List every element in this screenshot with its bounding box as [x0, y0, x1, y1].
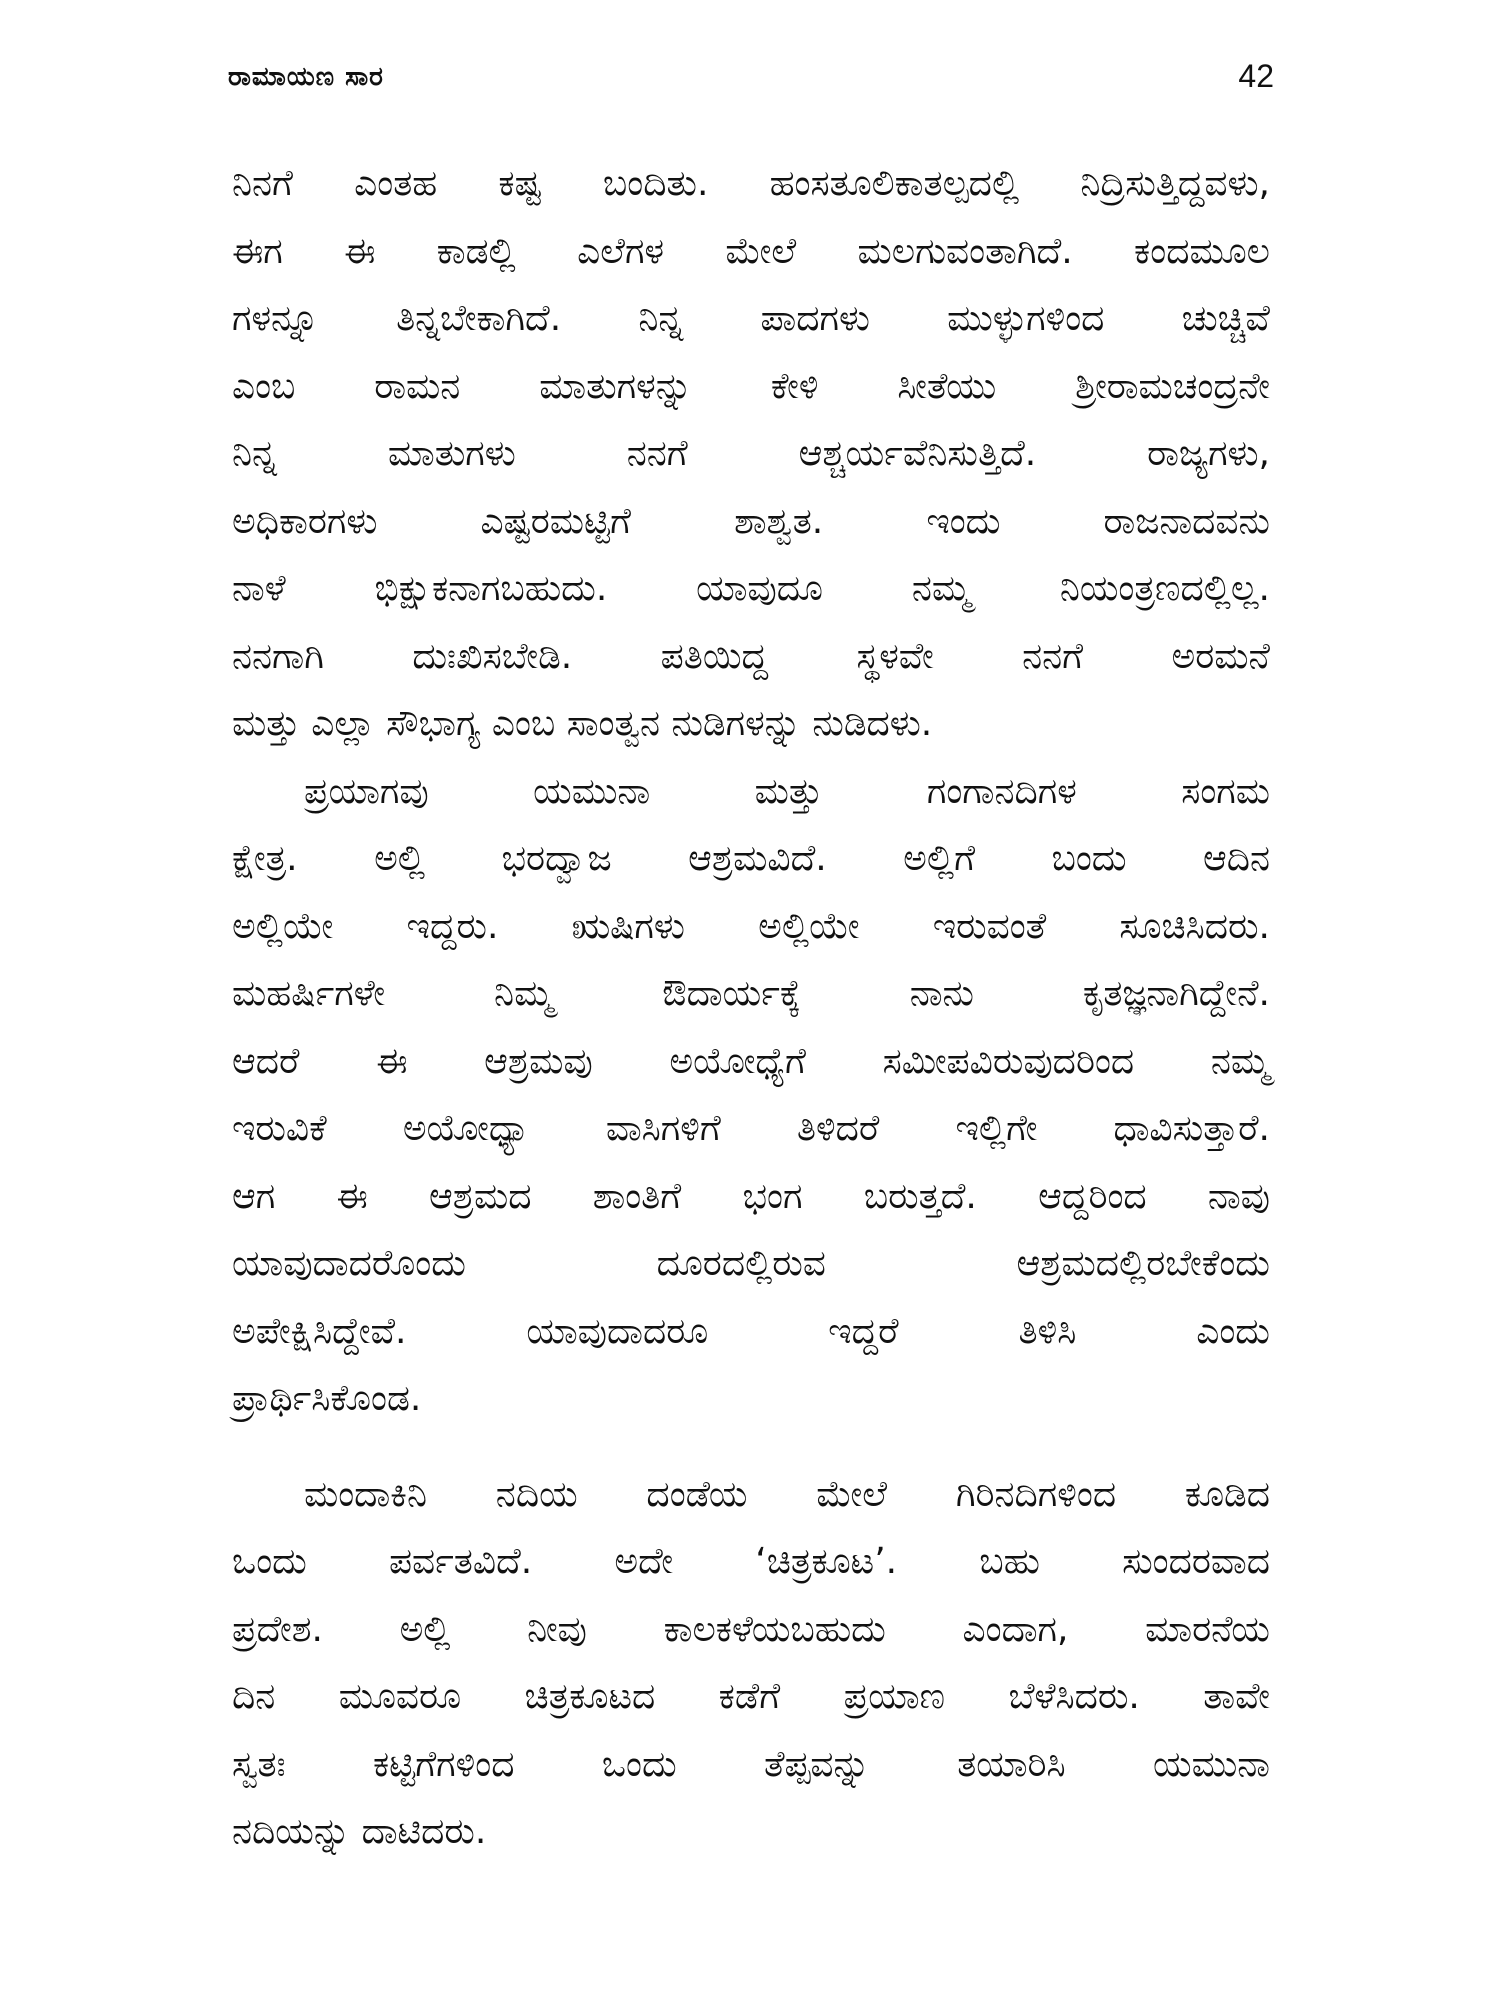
text-line: ಪ್ರದೇಶ. ಅಲ್ಲಿ ನೀವು ಕಾಲಕಳೆಯಬಹುದು ಎಂದಾಗ, ಮಾರನೆಯ	[232, 1608, 1270, 1650]
page-body	[232, 150, 1270, 1866]
text-line: ದಿನ ಮೂವರೂ ಚಿತ್ರಕೂಟದ ಕಡೆಗೆ ಪ್ರಯಾಣ ಬೆಳೆಸಿದರು. ತಾವೇ	[232, 1676, 1270, 1717]
text-line: ಅಧಿಕಾರಗಳು ಎಷ್ಟರಮಟ್ಟಿಗೆ ಶಾಶ್ವತ. ಇಂದು ರಾಜನಾದವನು	[232, 500, 1270, 542]
paragraph-2	[232, 758, 1270, 1433]
text-line: ಒಂದು ಪರ್ವತವಿದೆ. ಅದೇ ‘ಚಿತ್ರಕೂಟ’. ಬಹು ಸುಂದರವಾದ	[232, 1541, 1270, 1582]
text-line: ನನಗಾಗಿ ದುಃಖಿಸಬೇಡಿ. ಪತಿಯಿದ್ದ ಸ್ಥಳವೇ ನನಗೆ ಅರಮನೆ	[232, 635, 1270, 677]
text-line: ಅಲ್ಲಿಯೇ ಇದ್ದರು. ಋಷಿಗಳು ಅಲ್ಲಿಯೇ ಇರುವಂತೆ ಸೂಚಿಸಿದರು.	[232, 905, 1270, 947]
paragraph-3	[232, 1461, 1270, 1866]
text-line: ನದಿಯನ್ನು ದಾಟಿದರು.	[232, 1811, 487, 1852]
text-line: ಮಂದಾಕಿನಿ ನದಿಯ ದಂಡೆಯ ಮೇಲೆ ಗಿರಿನದಿಗಳಿಂದ ಕೂಡಿದ	[304, 1473, 1270, 1515]
text-line: ಗಳನ್ನೂ ತಿನ್ನಬೇಕಾಗಿದೆ. ನಿನ್ನ ಪಾದಗಳು ಮುಳ್ಳುಗಳಿಂದ ಚುಚ್ಚಿವೆ	[232, 298, 1270, 339]
text-line: ನಾಳೆ ಭಿಕ್ಷುಕನಾಗಬಹುದು. ಯಾವುದೂ ನಮ್ಮ ನಿಯಂತ್ರಣದಲ್ಲಿಲ್ಲ.	[232, 568, 1270, 609]
text-line: ಮತ್ತು ಎಲ್ಲಾ ಸೌಭಾಗ್ಯ ಎಂಬ ಸಾಂತ್ವನ ನುಡಿಗಳನ್ನು ನುಡಿದಳು.	[232, 703, 933, 744]
text-line: ಅಪೇಕ್ಷಿಸಿದ್ದೇವೆ. ಯಾವುದಾದರೂ ಇದ್ದರೆ ತಿಳಿಸಿ ಎಂದು	[232, 1310, 1270, 1352]
paragraph-1	[232, 150, 1270, 758]
text-line: ಇರುವಿಕೆ ಅಯೋಧ್ಯಾ ವಾಸಿಗಳಿಗೆ ತಿಳಿದರೆ ಇಲ್ಲಿಗೇ ಧಾವಿಸುತ್ತಾರೆ.	[232, 1108, 1270, 1149]
text-line: ಕ್ಷೇತ್ರ. ಅಲ್ಲಿ ಭರದ್ವಾಜ ಆಶ್ರಮವಿದೆ. ಅಲ್ಲಿಗೆ ಬಂದು ಆದಿನ	[232, 838, 1270, 879]
page-number: 42	[1238, 58, 1274, 94]
text-line: ಆಗ ಈ ಆಶ್ರಮದ ಶಾಂತಿಗೆ ಭಂಗ ಬರುತ್ತದೆ. ಆದ್ದರಿಂದ ನಾವು	[232, 1175, 1270, 1217]
text-line: ನಿನ್ನ ಮಾತುಗಳು ನನಗೆ ಆಶ್ಚರ್ಯವೆನಿಸುತ್ತಿದೆ. ರಾಜ್ಯಗಳು,	[232, 433, 1270, 474]
text-line: ಪ್ರಯಾಗವು ಯಮುನಾ ಮತ್ತು ಗಂಗಾನದಿಗಳ ಸಂಗಮ	[304, 770, 1270, 812]
text-line: ಎಂಬ ರಾಮನ ಮಾತುಗಳನ್ನು ಕೇಳಿ ಸೀತೆಯು ಶ್ರೀರಾಮಚಂದ್ರನೇ	[232, 365, 1270, 407]
running-head-title: ರಾಮಾಯಣ ಸಾರ	[228, 62, 384, 92]
text-line: ಈಗ ಈ ಕಾಡಲ್ಲಿ ಎಲೆಗಳ ಮೇಲೆ ಮಲಗುವಂತಾಗಿದೆ. ಕಂದಮೂಲ	[232, 230, 1270, 272]
text-line: ಸ್ವತಃ ಕಟ್ಟಿಗೆಗಳಿಂದ ಒಂದು ತೆಪ್ಪವನ್ನು ತಯಾರಿಸಿ ಯಮುನಾ	[232, 1743, 1270, 1785]
text-line: ಪ್ರಾರ್ಥಿಸಿಕೊಂಡ.	[232, 1378, 422, 1419]
text-line: ಯಾವುದಾದರೊಂದು ದೂರದಲ್ಲಿರುವ ಆಶ್ರಮದಲ್ಲಿರಬೇಕೆಂದು	[232, 1243, 1270, 1284]
text-line: ಆದರೆ ಈ ಆಶ್ರಮವು ಅಯೋಧ್ಯೆಗೆ ಸಮೀಪವಿರುವುದರಿಂದ ನಮ್ಮ	[232, 1040, 1270, 1082]
text-line: ನಿನಗೆ ಎಂತಹ ಕಷ್ಟ ಬಂದಿತು. ಹಂಸತೂಲಿಕಾತಲ್ಪದಲ್ಲಿ ನಿದ್ರಿಸುತ್ತಿದ್ದವಳು,	[232, 163, 1270, 204]
text-line: ಮಹರ್ಷಿಗಳೇ ನಿಮ್ಮ ಔದಾರ್ಯಕ್ಕೆ ನಾನು ಕೃತಜ್ಞನಾಗಿದ್ದೇನೆ.	[232, 973, 1270, 1014]
